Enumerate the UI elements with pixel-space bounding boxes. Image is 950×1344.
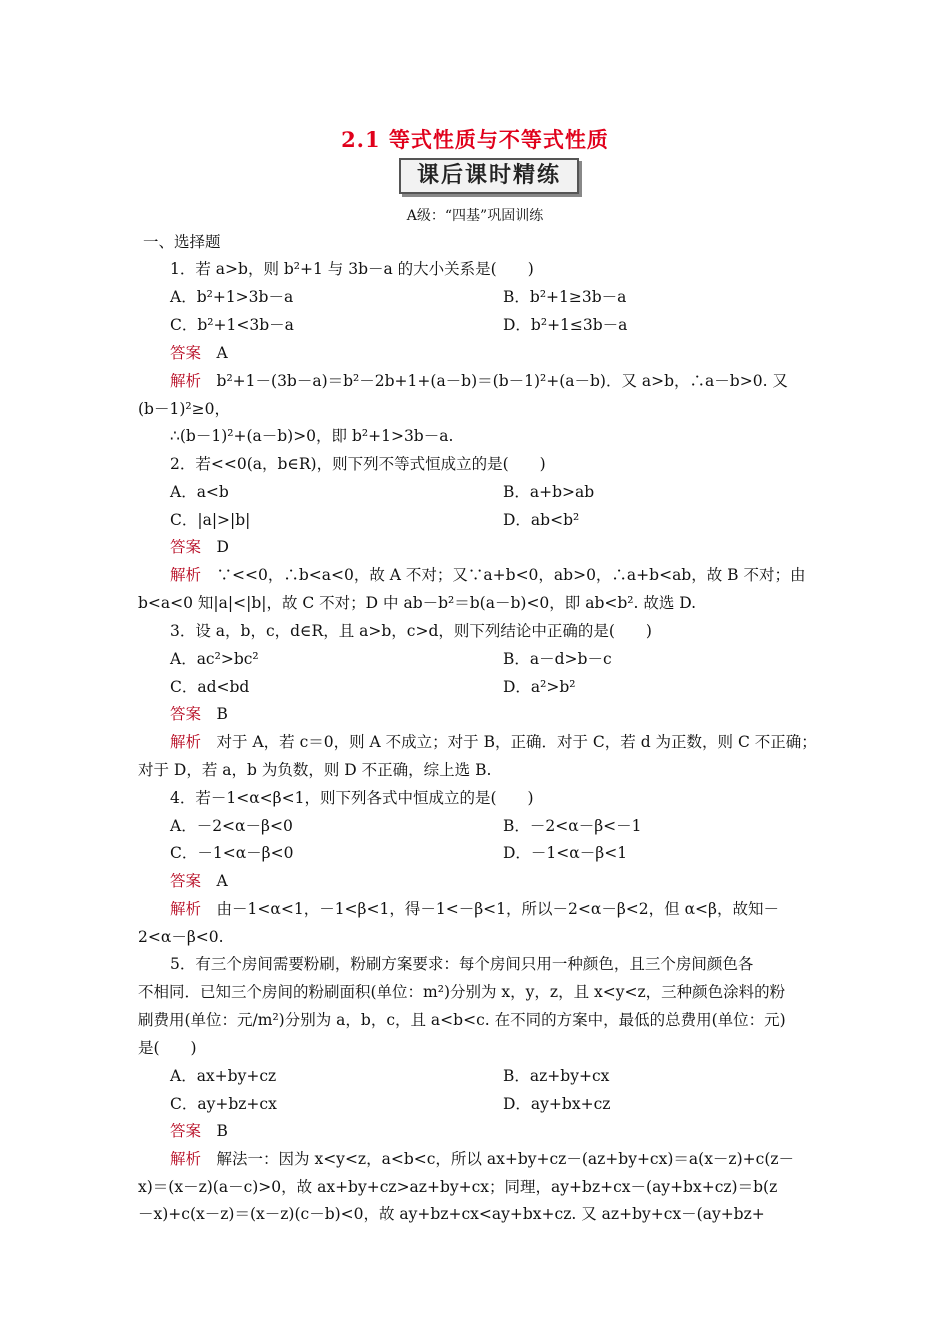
question-1-stem: 1．若 a>b，则 b²+1 与 3b－a 的大小关系是( ) <box>170 260 534 278</box>
question-5-stem-line-4: 是( ) <box>138 1039 197 1057</box>
q4-option-b: B．－2<α－β<－1 <box>503 817 642 835</box>
section-heading: 一、选择题 <box>143 233 221 251</box>
q2-analysis-line-1 <box>170 563 805 585</box>
q4-option-a: A．－2<α－β<0 <box>170 817 293 835</box>
q1-option-c: C．b²+1<3b－a <box>170 316 294 334</box>
q5-analysis-line-3: －x)+c(x－z)＝(x－z)(c－b)<0，故 ay+bz+cx<ay+bx+cz. 又 az+by+cx－(ay+bz+ <box>138 1205 765 1223</box>
analysis-text: b²+1－(3b－a)＝b²－2b+1+(a－b)＝(b－1)²+(a－b)．又 a>b，∴a－b>0. 又 <box>216 372 788 390</box>
analysis-label: 解析 <box>170 566 202 584</box>
answer-value: A <box>216 872 228 890</box>
question-5-stem-line-3: 刷费用(单位：元/m²)分别为 a，b，c，且 a<b<c. 在不同的方案中，最低的总费用(单位：元) <box>138 1011 786 1029</box>
answer-label: 答案 <box>170 705 202 723</box>
analysis-text: 由－1<α<1，－1<β<1，得－1<－β<1，所以－2<α－β<2，但 α<β，故知－ <box>216 900 779 918</box>
q5-analysis-line-2: x)＝(x－z)(a－c)>0，故 ax+by+cz>az+by+cx；同理，ay+bz+cx－(ay+bx+cz)＝b(z <box>138 1178 778 1196</box>
q3-option-c: C．ad<bd <box>170 678 250 696</box>
q2-option-a: A．a<b <box>170 483 229 501</box>
page-title: 2.1 等式性质与不等式性质 <box>341 127 609 152</box>
analysis-label: 解析 <box>170 733 202 751</box>
question-3-stem: 3．设 a，b，c，d∈R，且 a>b，c>d，则下列结论中正确的是( ) <box>170 622 652 640</box>
q3-analysis-line-1 <box>170 730 817 752</box>
answer-value: B <box>216 1122 228 1140</box>
answer-value: B <box>216 705 228 723</box>
question-2-stem: 2．若<<0(a，b∈R)，则下列不等式恒成立的是( ) <box>170 455 546 473</box>
q3-option-d: D．a²>b² <box>503 678 576 696</box>
question-5-stem-line-2: 不相同．已知三个房间的粉刷面积(单位：m²)分别为 x，y，z，且 x<y<z，三种颜色涂料的粉 <box>138 983 786 1001</box>
answer-label: 答案 <box>170 1122 202 1140</box>
q5-answer <box>170 1119 228 1141</box>
q5-option-b: B．az+by+cx <box>503 1067 610 1085</box>
q2-option-d: D．ab<b² <box>503 511 580 529</box>
question-5-stem-line-1: 5．有三个房间需要粉刷，粉刷方案要求：每个房间只用一种颜色，且三个房间颜色各 <box>170 955 754 973</box>
q4-analysis-line-1 <box>170 897 779 919</box>
answer-label: 答案 <box>170 538 202 556</box>
q2-analysis-line-2: b<a<0 知|a|<|b|，故 C 不对；D 中 ab－b²＝b(a－b)<0，即 ab<b². 故选 D. <box>138 594 697 612</box>
q4-analysis-line-2: 2<α－β<0. <box>138 928 224 946</box>
level-heading: A级：“四基”巩固训练 <box>406 208 544 224</box>
analysis-label: 解析 <box>170 372 202 390</box>
q4-option-c: C．－1<α－β<0 <box>170 844 294 862</box>
q1-option-d: D．b²+1≤3b－a <box>503 316 628 334</box>
analysis-text: 对于 A，若 c＝0，则 A 不成立；对于 B，正确．对于 C，若 d 为正数，则 C 不正确； <box>216 733 817 751</box>
analysis-text: 解法一：因为 x<y<z，a<b<c，所以 ax+by+cz－(az+by+cx)＝a(x－z)+c(z－ <box>216 1150 795 1168</box>
q1-analysis-line-1 <box>170 369 788 391</box>
q4-answer <box>170 869 228 891</box>
q3-analysis-line-2: 对于 D，若 a，b 为负数，则 D 不正确，综上选 B. <box>138 761 492 779</box>
q1-option-a: A．b²+1>3b－a <box>170 288 294 306</box>
analysis-text: ∵<<0，∴b<a<0，故 A 不对；又∵a+b<0，ab>0，∴a+b<ab，故 B 不对；由 <box>216 566 806 584</box>
q4-option-d: D．－1<α－β<1 <box>503 844 628 862</box>
q1-option-b: B．b²+1≥3b－a <box>503 288 627 306</box>
q2-answer <box>170 535 229 557</box>
answer-label: 答案 <box>170 872 202 890</box>
q5-analysis-line-1 <box>170 1147 794 1169</box>
q3-answer <box>170 702 228 724</box>
q1-analysis-line-2: (b－1)²≥0， <box>138 400 230 418</box>
answer-value: D <box>216 538 229 556</box>
answer-label: 答案 <box>170 344 202 362</box>
q2-option-c: C．|a|>|b| <box>170 511 251 529</box>
q5-option-d: D．ay+bx+cz <box>503 1095 611 1113</box>
q5-option-c: C．ay+bz+cx <box>170 1095 277 1113</box>
answer-value: A <box>216 344 228 362</box>
analysis-label: 解析 <box>170 1150 202 1168</box>
q5-option-a: A．ax+by+cz <box>170 1067 277 1085</box>
section-banner: 课后课时精练 <box>399 158 579 194</box>
q2-option-b: B．a+b>ab <box>503 483 595 501</box>
question-4-stem: 4．若－1<α<β<1，则下列各式中恒成立的是( ) <box>170 789 534 807</box>
q3-option-b: B．a－d>b－c <box>503 650 612 668</box>
analysis-label: 解析 <box>170 900 202 918</box>
q1-analysis-line-3: ∴(b－1)²+(a－b)>0，即 b²+1>3b－a. <box>170 427 454 445</box>
q1-answer <box>170 341 228 363</box>
q3-option-a: A．ac²>bc² <box>170 650 259 668</box>
